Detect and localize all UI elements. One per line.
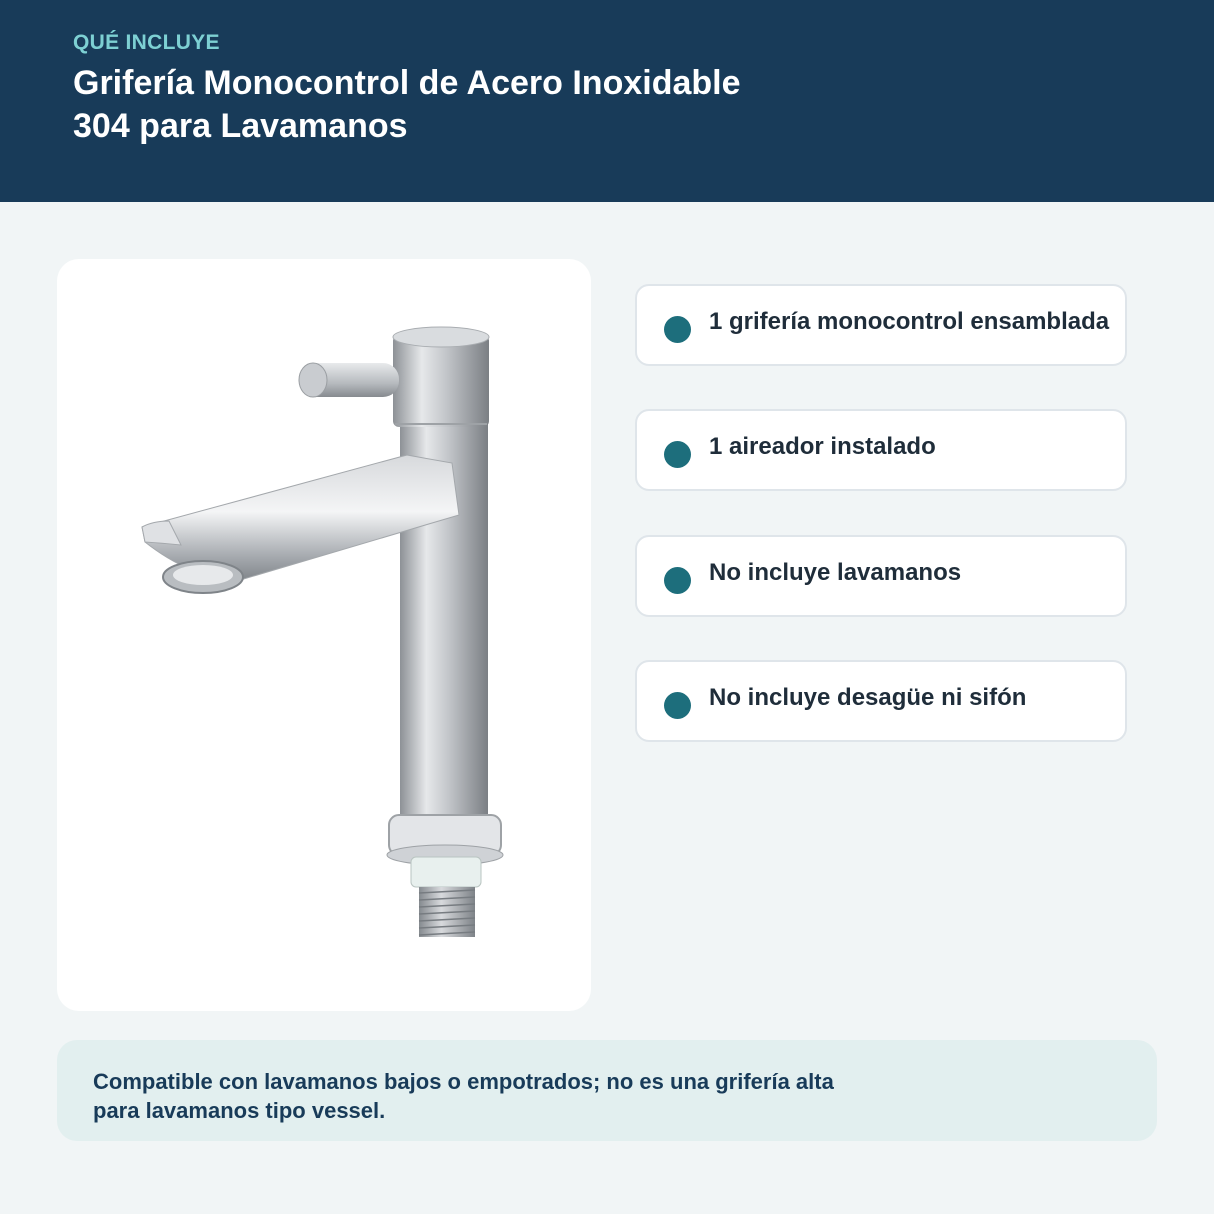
excluded-item [635,660,1127,742]
included-item [635,284,1127,366]
included-item-label: 1 grifería monocontrol ensamblada [709,308,1110,335]
header-banner [0,0,1214,202]
excluded-item [635,535,1127,617]
excluded-item-label: No incluye lavamanos [709,559,962,586]
excluded-item-label: No incluye desagüe ni sifón [709,684,1027,711]
faucet-icon [57,259,591,1011]
product-photo-card [57,259,591,1011]
bullet-dot-icon [664,567,691,594]
bullet-dot-icon [664,692,691,719]
page-title-line-2: 304 para Lavamanos [73,107,408,145]
page-title-line-1: Grifería Monocontrol de Acero Inoxidable [73,64,741,102]
section-eyebrow: QUÉ INCLUYE [73,31,220,54]
page-title [73,62,973,148]
included-item [635,409,1127,491]
bullet-dot-icon [664,316,691,343]
compatibility-note [57,1040,1157,1141]
compatibility-note-text: Compatible con lavamanos bajos o empotrados; no es una grifería alta para lavamanos tipo vessel. [93,1069,834,1123]
bullet-dot-icon [664,441,691,468]
included-item-label: 1 aireador instalado [709,433,936,460]
